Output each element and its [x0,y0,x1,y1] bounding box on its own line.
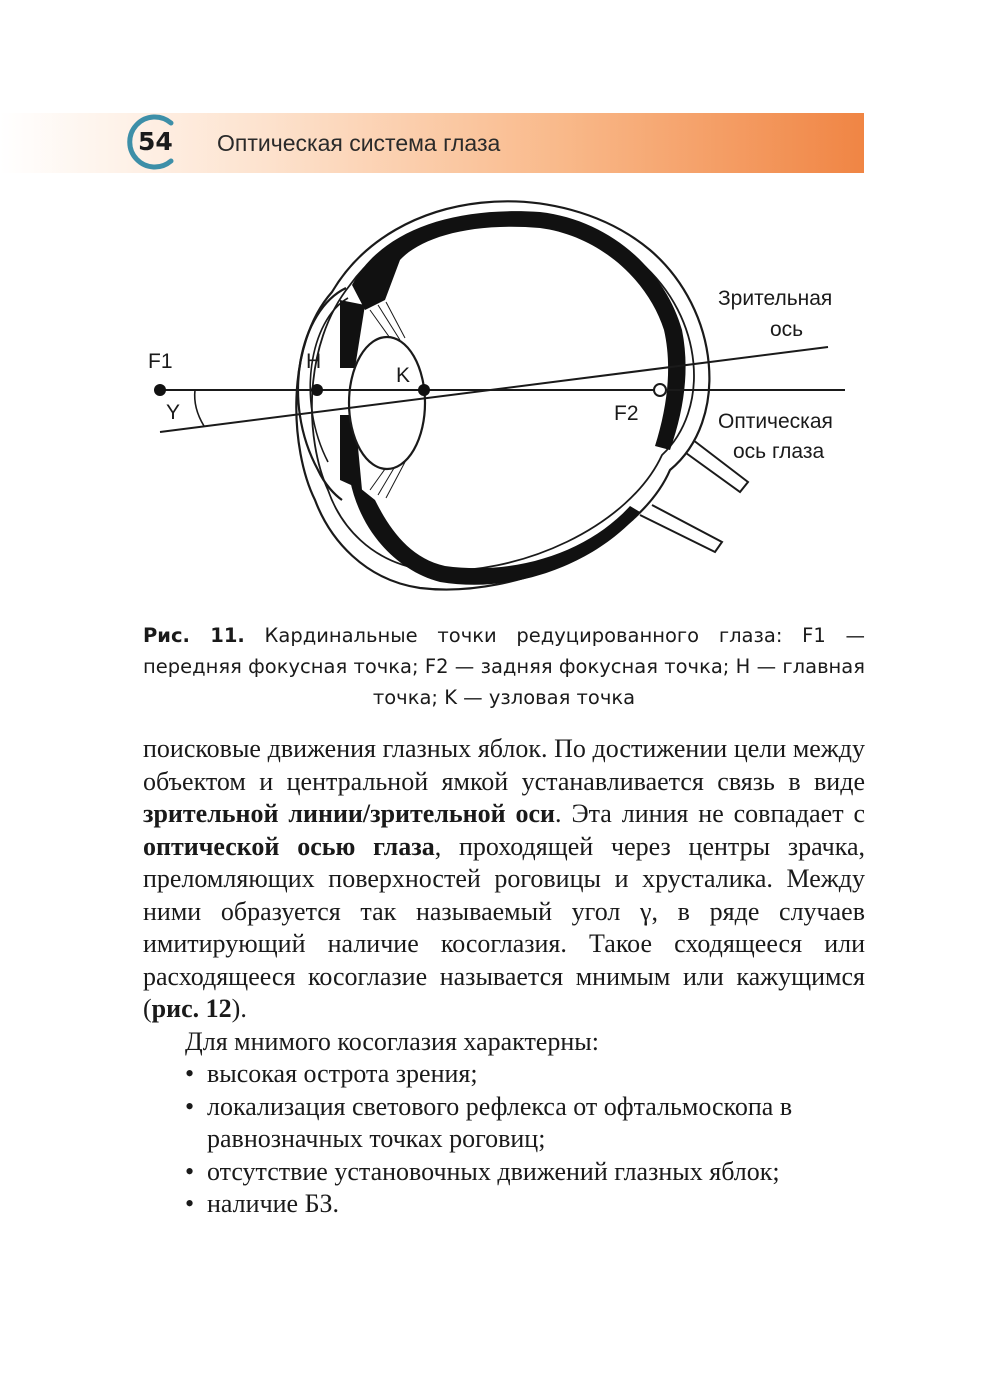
term-visual-axis: зрительной линии/зрительной оси [143,799,556,828]
page-number: 54 [138,127,173,156]
optic-nerve-lower [640,505,722,552]
point-h [311,384,323,396]
p1-text-e: , проходящей через центры зрачка, преломляющих поверхностей роговицы и хрусталика. Между ними образуется так называемый угол γ, в ряде случаев имитирующий наличие косоглазия. Такое сходящееся или расходящееся косоглазие называется мнимым или кажущимся ( [143,831,865,1023]
point-f2-fovea [654,384,666,396]
gamma-angle-arc [195,390,204,426]
list-item: • наличие БЗ. [185,1188,865,1221]
p1-text-a: поисковые движения глазных яблок. По достижении цели между объектом и центральной ямкой устанавливается связь в виде [143,734,865,796]
bullet-list [143,1058,865,1221]
label-f1: F1 [148,350,173,373]
paragraph-2: Для мнимого косоглазия характерны: [185,1026,599,1056]
list-item: • локализация светового рефлекса от офтальмоскопа в равнозначных точках роговиц; [185,1091,865,1156]
label-visual-axis-2: ось [770,318,804,341]
running-title: Оптическая система глаза [217,130,501,156]
label-h: H [306,350,322,373]
eye-diagram-svg [130,185,870,605]
label-visual-axis-1: Зрительная [718,287,833,310]
term-optical-axis: оптической осью глаза [143,831,435,861]
p1-text-g: ). [231,994,247,1023]
paragraph-1 [143,733,865,1026]
body-text [143,733,865,1221]
label-optical-axis-1: Оптическая [718,410,833,433]
eye-diagram [130,185,870,605]
list-item: • высокая острота зрения; [185,1058,865,1091]
label-f2: F2 [614,402,639,425]
list-item: • отсутствие установочных движений глазных яблок; [185,1156,865,1189]
caption-text: Кардинальные точки редуцированного глаза: F1 — передняя фокусная точка; F2 — задняя фокусная точка; H — главная точка; K — узловая точка [143,624,865,709]
point-f1 [154,384,166,396]
point-k [418,384,430,396]
label-k: K [396,364,411,387]
caption-prefix: Рис. 11. [143,624,245,647]
figure-caption [143,620,865,713]
label-gamma: Y [166,401,181,424]
figure-ref: рис. 12 [151,994,232,1023]
p1-text-c: . Эта линия не совпадает с [555,799,866,828]
label-optical-axis-2: ось глаза [733,440,825,463]
